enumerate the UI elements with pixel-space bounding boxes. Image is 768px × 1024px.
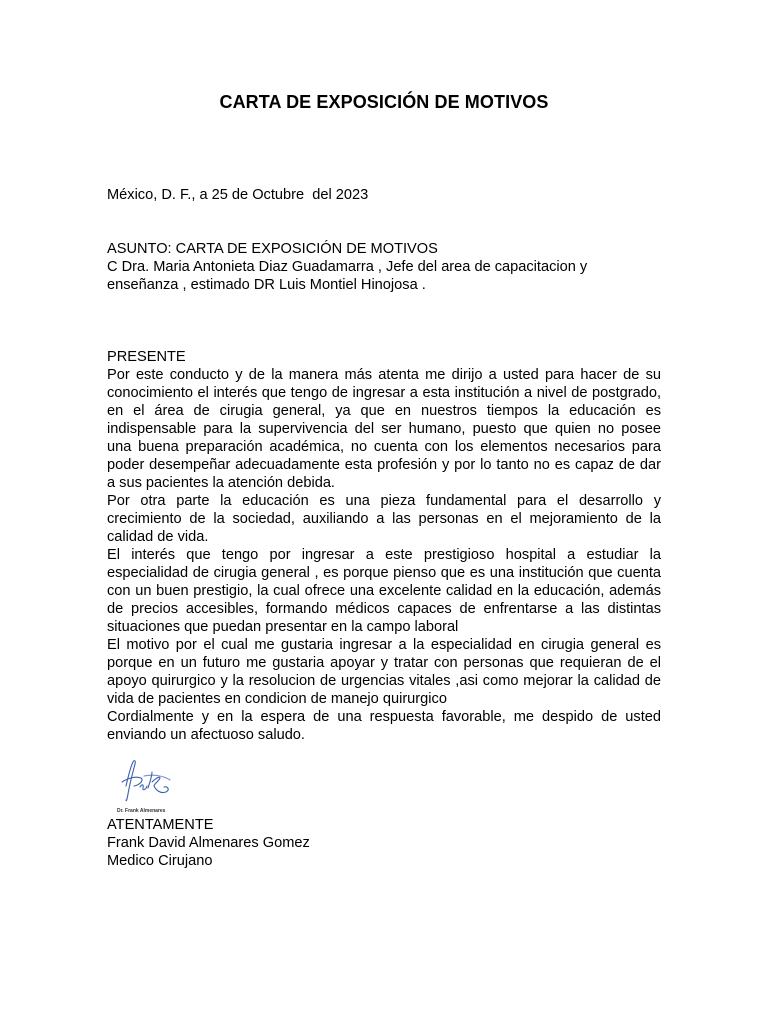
body-line: situaciones que puedan presentar en la campo laboral	[107, 619, 459, 635]
body-line: enviando un afectuoso saludo.	[107, 727, 305, 743]
body-line: poder desempeñar adecuadamente esta profesión y por lo tanto no es capaz de dar	[107, 457, 661, 473]
body-line: indispensable para la supervivencia del ser humano, puesto que quien no posee	[107, 421, 661, 437]
body-paragraphs	[107, 366, 661, 744]
body-line: Por otra parte la educación es una pieza fundamental para el desarrollo y	[107, 493, 661, 509]
body-line: en el área de cirugia general, ya que en nuestros tiempos la educación es	[107, 403, 661, 419]
body-line: calidad de vida.	[107, 529, 209, 545]
recipient-line-1: C Dra. Maria Antonieta Diaz Guadamarra , Jefe del area de capacitacion y	[107, 259, 588, 275]
signer-title: Medico Cirujano	[107, 853, 213, 869]
subject-block	[107, 240, 661, 294]
body-line: a sus pacientes la atención debida.	[107, 475, 335, 491]
recipient-line-2: enseñanza , estimado DR Luis Montiel Hinojosa .	[107, 277, 426, 293]
body-line: especialidad de cirugia general , es porque pienso que es una institución que cuenta	[107, 565, 661, 581]
closing-salutation: ATENTAMENTE	[107, 817, 214, 833]
body-line: Cordialmente y en la espera de una respuesta favorable, me despido de usted	[107, 709, 661, 725]
letter-title: CARTA DE EXPOSICIÓN DE MOTIVOS	[219, 92, 549, 112]
body-line: conocimiento el interés que tengo de ingresar a esta institución a nivel de postgrado,	[107, 385, 661, 401]
date-text: México, D. F., a 25 de Octubre del 2023	[107, 187, 369, 203]
body-line: de precios accesibles, formando médicos capaces de enfrentarse a las distintas	[107, 601, 661, 617]
body-line: con un buen prestigio, la cual ofrece una excelente calidad en la educación, además	[107, 583, 661, 599]
body-line: porque en un futuro me gustaria apoyar y tratar con personas que requieran de el	[107, 655, 661, 671]
body-line: apoyo quirurgico y la resolucion de urgencias vitales ,asi como mejorar la calidad de	[107, 673, 661, 689]
closing-block	[107, 816, 661, 870]
body-line: Por este conducto y de la manera más atenta me dirijo a usted para hacer de su	[107, 367, 661, 383]
subject-line: ASUNTO: CARTA DE EXPOSICIÓN DE MOTIVOS	[107, 241, 438, 257]
body-line: una buena preparación académica, no cuenta con los elementos necesarios para	[107, 439, 661, 455]
body-line: vida de pacientes en condicion de manejo quirurgico	[107, 691, 447, 707]
signature-caption: Dr. Frank Almenares	[117, 808, 166, 814]
body-line: El motivo por el cual me gustaria ingresar a la especialidad en cirugia general es	[107, 637, 661, 653]
letter-body	[107, 348, 661, 744]
signer-name: Frank David Almenares Gomez	[107, 835, 310, 851]
body-line: crecimiento de la sociedad, auxiliando a las personas en el mejoramiento de la	[107, 511, 661, 527]
greeting: PRESENTE	[107, 349, 186, 365]
date-line	[107, 186, 661, 204]
body-line: El interés que tengo por ingresar a este prestigioso hospital a estudiar la	[107, 547, 661, 563]
